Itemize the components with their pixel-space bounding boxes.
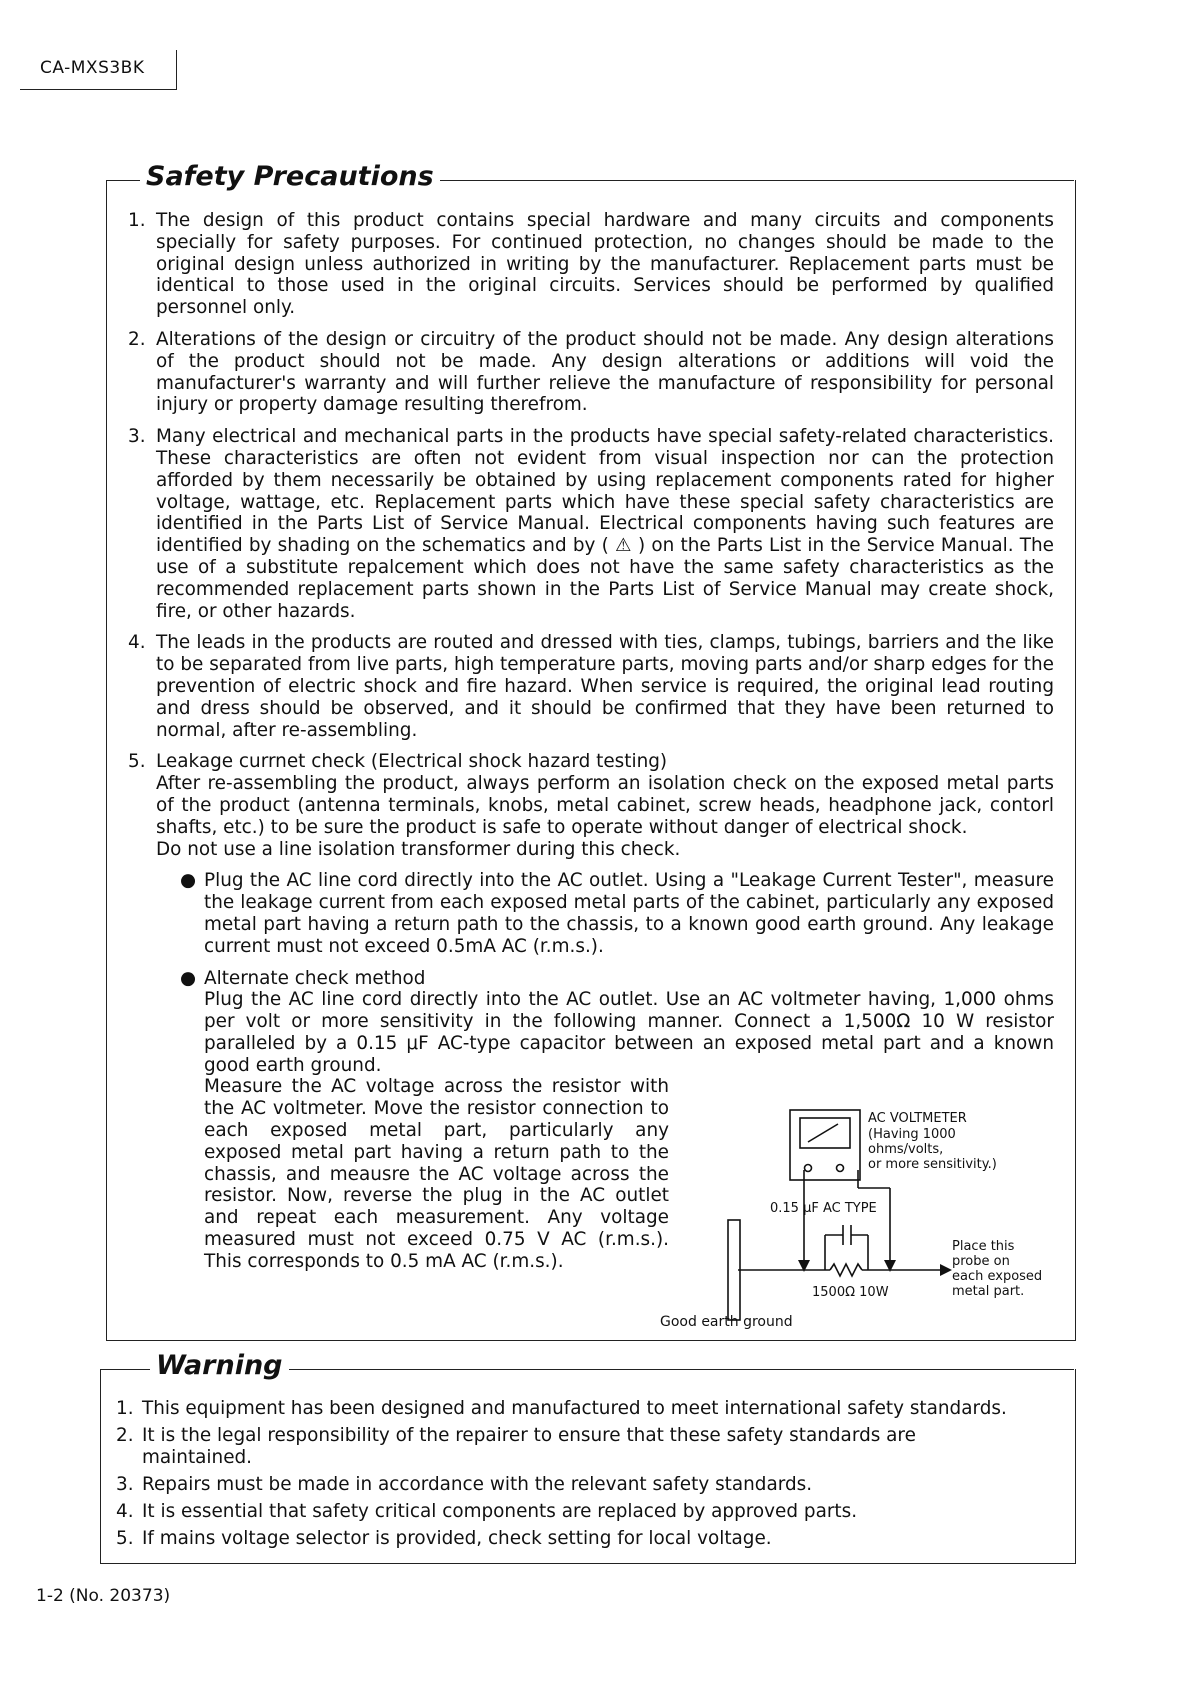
item-number: 5. — [116, 1528, 134, 1549]
warning-item — [116, 1528, 1056, 1550]
bullet-dot-icon: ● — [180, 967, 197, 989]
item-number: 1. — [128, 210, 146, 231]
item-text: This equipment has been designed and manufactured to meet international safety standards. — [142, 1398, 1007, 1419]
item-number: 2. — [128, 328, 146, 350]
capacitor-label: 0.15 μF AC TYPE — [770, 1201, 877, 1216]
warning-item — [116, 1501, 1056, 1523]
item-text: Many electrical and mechanical parts in the products have special safety-related characteristics. These characteristics are often not evident from visual inspection nor can the protection afforded by them necessarily be obtained by using replacement components rated for higher voltage, wattage, etc. Replacement parts which have these special safety characteristics are identified in the Parts List of Service Manual. Electrical components having such features are identified by shading on the schematics and by ( ⚠ ) on the Parts List in the Service Manual. The use of a substitute repalcement which does not have the same safety characteristics as the recommended replacement parts shown in the Parts List of Service Manual may create shock, fire, or other hazards. — [156, 426, 1054, 622]
item-text: It is essential that safety critical components are replaced by approved parts. — [142, 1501, 858, 1522]
item-number: 2. — [116, 1425, 134, 1446]
probe-arrow-icon — [940, 1264, 952, 1276]
page-footer: 1-2 (No. 20373) — [36, 1586, 171, 1606]
item-number: 3. — [128, 426, 146, 448]
probe-note: each exposed — [952, 1269, 1043, 1284]
header-rule — [20, 89, 177, 90]
leakage-test-diagram — [640, 1100, 1060, 1330]
item-number: 4. — [128, 632, 146, 654]
item5-paragraph: After re-assembling the product, always perform an isolation check on the exposed metal parts of the product (antenna terminals, knobs, metal cabinet, screw heads, headphone jack, contorl shafts, etc.) to be sure the product is safe to operate without danger of electrical shock. — [156, 773, 1054, 838]
bullet-item — [180, 870, 1054, 957]
warning-item — [116, 1474, 1056, 1496]
probe-note: Place this — [952, 1239, 1015, 1254]
item-text: The design of this product contains special hardware and many circuits and components specially for safety purposes. For continued protection, no changes should be made to the original design unless authorized in writing by the manufacturer. Replacement parts must be identical to those used in the original circuits. Services should be performed by qualified personnel only. — [156, 210, 1054, 319]
warning-item — [116, 1425, 1056, 1469]
probe-note: probe on — [952, 1254, 1010, 1269]
voltmeter-label: AC VOLTMETER — [868, 1111, 967, 1126]
item5-paragraph: Do not use a line isolation transformer during this check. — [156, 838, 681, 860]
item-number: 4. — [116, 1501, 134, 1522]
item-text: Alterations of the design or circuitry of the product should not be made. Any design alterations of the product should not be made. Any design alterations or additions will void the manufacturer's warranty and will further relieve the manufacture of responsibility for personal injury or property damage resulting therefrom. — [156, 328, 1054, 416]
model-number: CA-MXS3BK — [40, 58, 145, 78]
item-text: Repairs must be made in accordance with the relevant safety standards. — [142, 1474, 813, 1495]
item-number: 3. — [116, 1474, 134, 1495]
voltmeter-dial-icon — [800, 1118, 850, 1148]
bullet-text: Plug the AC line cord directly into the AC outlet. Use an AC voltmeter having, 1,000 ohms per volt or more sensitivity in the following manner. Connect a 1,500Ω 10 W resistor paralleled by a 0.15 μF AC-type capacitor between an exposed metal part and a known good earth ground. — [204, 989, 1054, 1076]
safety-item — [128, 329, 1054, 416]
voltmeter-note: or more sensitivity.) — [868, 1157, 997, 1172]
voltmeter-note: (Having 1000 — [868, 1127, 956, 1142]
voltmeter-terminal — [805, 1165, 812, 1172]
resistor-icon — [830, 1264, 862, 1276]
header-rule-vertical — [176, 50, 177, 90]
resistor-label: 1500Ω 10W — [812, 1285, 889, 1300]
item-text: If mains voltage selector is provided, check setting for local voltage. — [142, 1528, 772, 1549]
voltmeter-terminal — [837, 1165, 844, 1172]
bullet-heading: Alternate check method — [204, 967, 426, 989]
item-number: 1. — [116, 1398, 134, 1419]
ground-label: Good earth ground — [660, 1314, 793, 1330]
safety-item — [128, 426, 1054, 622]
item-text: It is the legal responsibility of the repairer to ensure that these safety standards are maintained. — [142, 1425, 916, 1468]
warning-title: Warning — [150, 1350, 289, 1381]
warning-list — [116, 1398, 1056, 1550]
warning-item — [116, 1398, 1056, 1420]
item-text: The leads in the products are routed and dressed with ties, clamps, tubings, barriers and the like to be separated from live parts, high temperature parts, moving parts and/or sharp edges for the prevention of electric shock and fire hazard. When service is required, the original lead routing and dress should be observed, and it should be confirmed that they have been returned to normal, after re-assembling. — [156, 632, 1054, 741]
bullet-dot-icon: ● — [180, 870, 197, 892]
safety-item — [128, 210, 1054, 319]
safety-title: Safety Precautions — [140, 161, 440, 192]
item5-heading: Leakage currnet check (Electrical shock hazard testing) — [156, 751, 668, 773]
probe-note: metal part. — [952, 1284, 1025, 1299]
bullet-text: Plug the AC line cord directly into the AC outlet. Using a "Leakage Current Tester", measure the leakage current from each exposed metal parts of the cabinet, particularly any exposed metal part having a return path to the chassis, to a known good earth ground. Any leakage current must not exceed 0.5mA AC (r.m.s.). — [204, 870, 1054, 957]
item-number: 5. — [128, 751, 146, 773]
bullet-text: Measure the AC voltage across the resistor with the AC voltmeter. Move the resistor connection to each exposed metal part, particularly any exposed metal part having a return path to the chassis, and meausre the AC voltage across the resistor. Now, reverse the plug in the AC outlet and repeat each measurement. Any voltage measured must not exceed 0.75 V AC (r.m.s.). This corresponds to 0.5 mA AC (r.m.s.). — [204, 1076, 669, 1272]
safety-item — [128, 632, 1054, 741]
voltmeter-note: ohms/volts, — [868, 1142, 944, 1157]
